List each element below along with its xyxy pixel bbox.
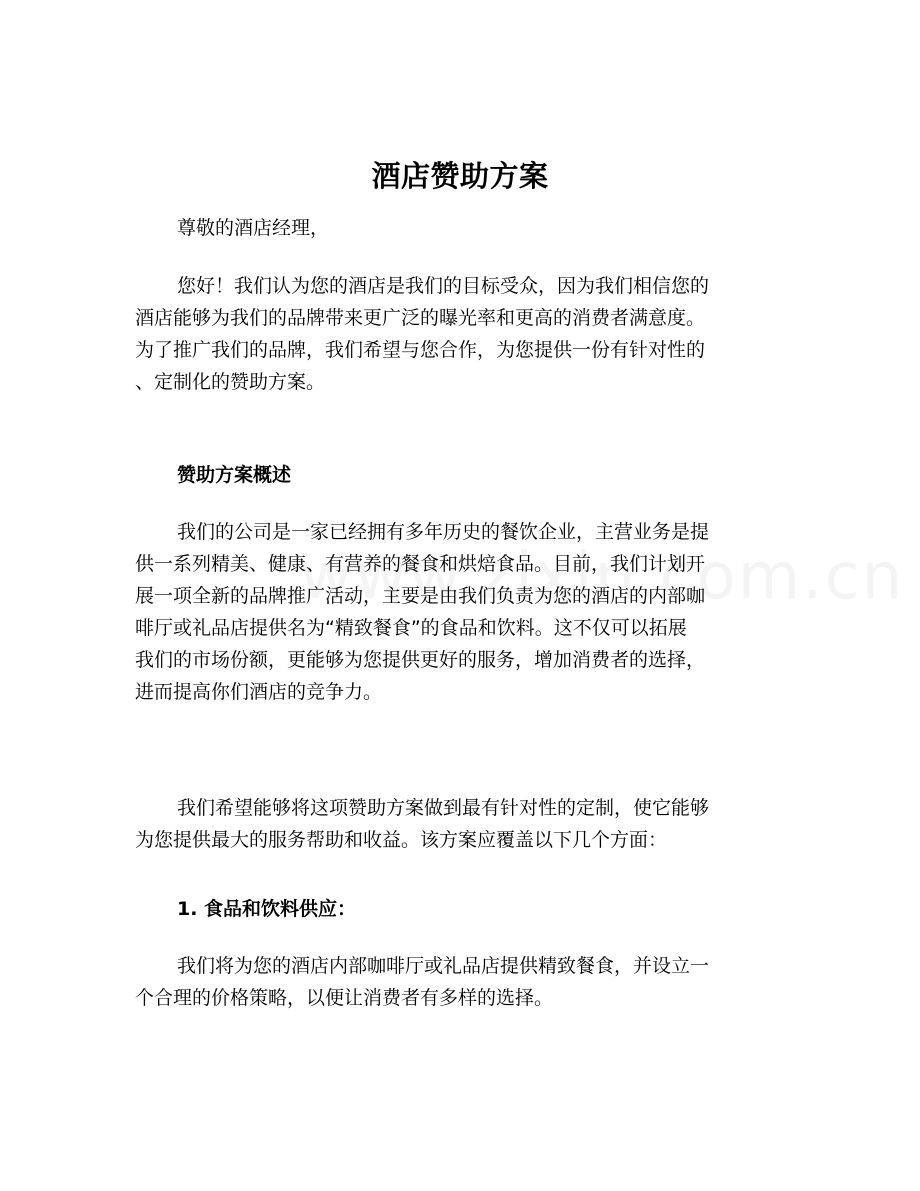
paragraph-line: 酒店能够为我们的品牌带来更广泛的曝光率和更高的消费者满意度。	[135, 307, 706, 329]
paragraph-line: 进而提高你们酒店的竞争力。	[135, 681, 383, 703]
intro-paragraph	[135, 270, 787, 398]
paragraph-line: 展一项全新的品牌推广活动，主要是由我们负责为您的酒店的内部咖	[135, 585, 706, 607]
paragraph-line: 、定制化的赞助方案。	[135, 371, 326, 393]
paragraph-line: 我们的市场份额，更能够为您提供更好的服务，增加消费者的选择，	[135, 649, 706, 671]
paragraph-line: 您好！我们认为您的酒店是我们的目标受众，因为我们相信您的	[177, 275, 710, 297]
overview-paragraph	[135, 516, 787, 708]
section1-heading	[135, 893, 787, 925]
paragraph-line: 供一系列精美、健康、有营养的餐食和烘焙食品。目前，我们计划开	[135, 553, 706, 575]
section-heading: 1. 食品和饮料供应：	[177, 898, 357, 920]
paragraph-line: 啡厅或礼品店提供名为“精致餐食”的食品和饮料。这不仅可以拓展	[135, 617, 687, 639]
paragraph-line: 个合理的价格策略，以便让消费者有多样的选择。	[135, 987, 554, 1009]
page-title: 酒店赞助方案	[371, 159, 549, 193]
greeting-line: 尊敬的酒店经理，	[177, 217, 330, 239]
paragraph-line: 我们希望能够将这项赞助方案做到最有针对性的定制，使它能够	[177, 797, 710, 819]
paragraph-line: 我们的公司是一家已经拥有多年历史的餐饮企业，主营业务是提	[177, 521, 710, 543]
overview-heading	[135, 459, 787, 491]
section1-paragraph	[135, 950, 787, 1014]
paragraph-line: 我们将为您的酒店内部咖啡厅或礼品店提供精致餐食，并设立一	[177, 955, 710, 977]
custom-paragraph	[135, 792, 787, 856]
section-heading: 赞助方案概述	[177, 464, 292, 486]
paragraph-line: 为了推广我们的品牌，我们希望与您合作，为您提供一份有针对性的	[135, 339, 706, 361]
paragraph-line: 为您提供最大的服务帮助和收益。该方案应覆盖以下几个方面：	[135, 829, 668, 851]
greeting	[135, 212, 787, 244]
